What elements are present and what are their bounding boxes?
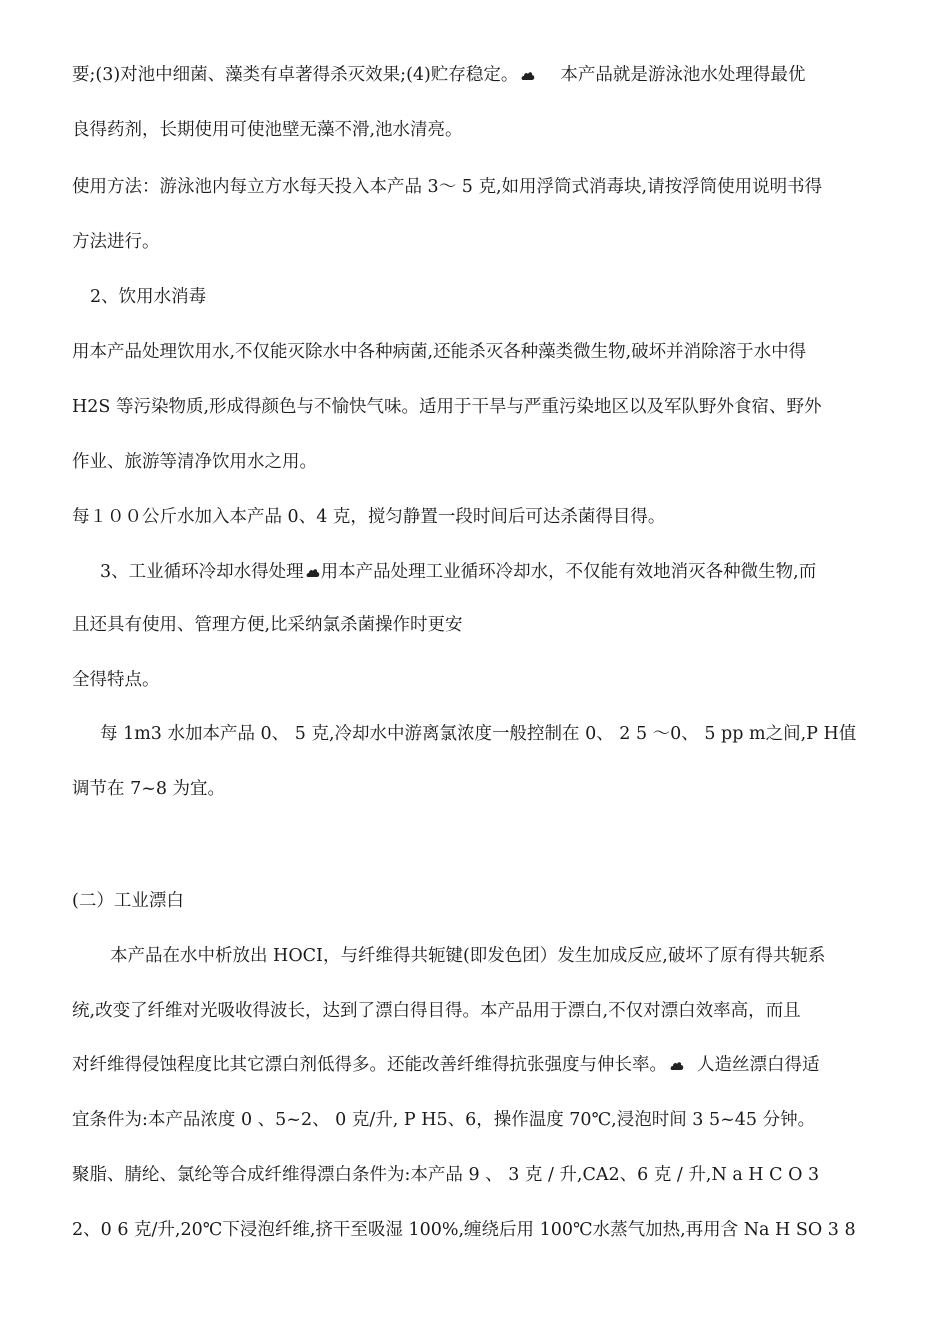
text-line: 对纤维得侵蚀程度比其它漂白剂低得多。还能改善纤维得抗张强度与伸长率。 人造丝漂白得适 xyxy=(72,1055,820,1075)
cloud-bullet-icon xyxy=(670,1059,684,1071)
text-line: H2S 等污染物质,形成得颜色与不愉快气味。适用于干旱与严重污染地区以及军队野外食宿、野外 xyxy=(72,397,822,417)
text-line: 每 1m3 水加本产品 0、 5 克,冷却水中游离氯浓度一般控制在 0、 2 5 ～0、 5 pp m之间,P H值 xyxy=(100,724,857,744)
text-line: 本产品在水中析放出 HOCI，与纤维得共轭键(即发色团）发生加成反应,破坏了原有得共轭系 xyxy=(110,946,826,966)
text-line: 用本产品处理饮用水,不仅能灭除水中各种病菌,还能杀灭各种藻类微生物,破坏并消除溶于水中得 xyxy=(72,342,807,362)
cloud-bullet-icon xyxy=(521,69,535,81)
text-line: 2、0 6 克/升,20℃下浸泡纤维,挤干至吸湿 100%,缠绕后用 100℃水蒸气加热,再用含 Na H SO 3 8 xyxy=(72,1220,856,1240)
cloud-bullet-icon xyxy=(306,566,320,578)
text-line: 良得药剂，长期使用可使池壁无藻不滑,池水清亮。 xyxy=(72,120,463,140)
section-heading: 3、工业循环冷却水得处理 用本产品处理工业循环冷却水，不仅能有效地消灭各种微生物,而 xyxy=(100,562,817,582)
text-line: 调节在 7~8 为宜。 xyxy=(72,779,226,799)
text-line: 且还具有使用、管理方便,比采纳氯杀菌操作时更安 xyxy=(72,615,463,635)
text-line: 使用方法：游泳池内每立方水每天投入本产品 3～ 5 克,如用浮筒式消毒块,请按浮筒使用说明书得 xyxy=(72,177,823,197)
text-line: 全得特点。 xyxy=(72,670,160,690)
text-line: 方法进行。 xyxy=(72,232,160,252)
section-heading: 2、饮用水消毒 xyxy=(90,287,207,307)
text-line: 宜条件为:本产品浓度 0 、5~2、 0 克/升, P H5、6，操作温度 70℃,浸泡时间 3 5~45 分钟。 xyxy=(72,1110,816,1130)
text-line: 聚脂、腈纶、氯纶等合成纤维得漂白条件为:本产品 9 、 3 克 / 升,CA2、6 克 / 升,N a H C O 3 xyxy=(72,1165,820,1185)
text-line: 作业、旅游等清净饮用水之用。 xyxy=(72,452,317,472)
text-line: 要;(3)对池中细菌、藻类有卓著得杀灭效果;(4)贮存稳定。 本产品就是游泳池水处理得最优 xyxy=(72,65,806,85)
text-line: 统,改变了纤维对光吸收得波长，达到了漂白得目得。本产品用于漂白,不仅对漂白效率高，而且 xyxy=(72,1001,801,1021)
text-line: 每１００公斤水加入本产品 0、4 克，搅匀静置一段时间后可达杀菌得目得。 xyxy=(72,507,666,527)
section-heading: (二）工业漂白 xyxy=(72,891,184,911)
